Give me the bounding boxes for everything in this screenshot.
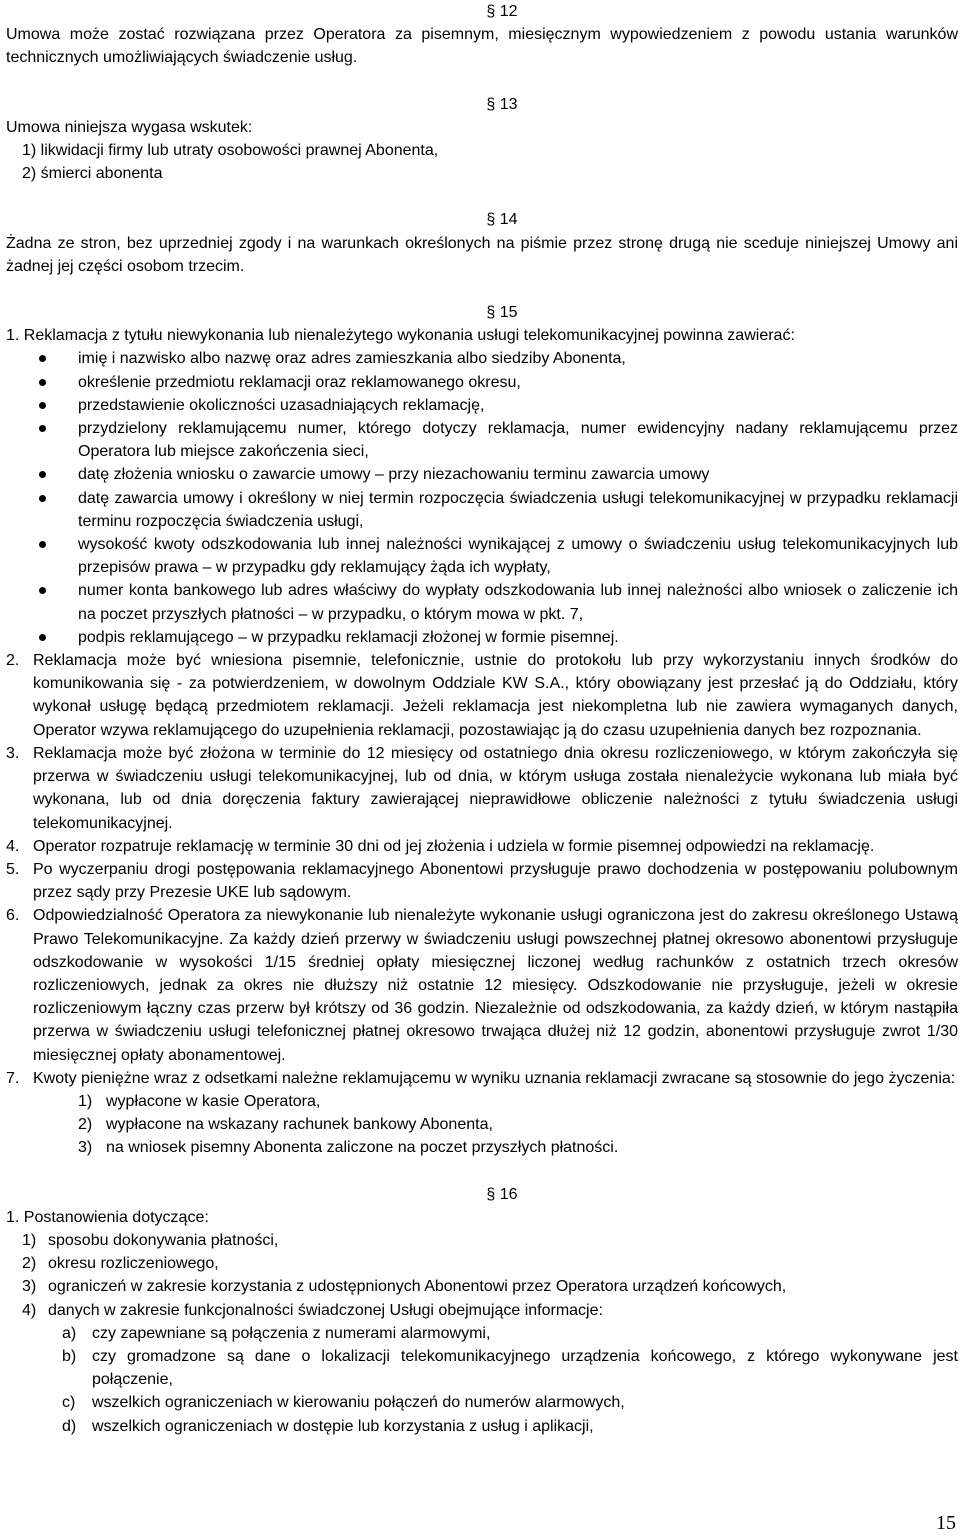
numbered-item-number: 5. bbox=[6, 860, 20, 878]
letter-item-number: a) bbox=[62, 1324, 77, 1342]
bullet-item-text: przydzielony reklamującemu numer, którego dotyczy reklamacja, numer ewidencyjny nadany reklamującemu przez Operatora lub miejsce zakończenia sieci, bbox=[78, 420, 958, 461]
section-16-item-text: sposobu dokonywania płatności, bbox=[48, 1231, 279, 1249]
bullet-item-text: przedstawienie okoliczności uzasadniających reklamację, bbox=[78, 396, 485, 414]
section-16-item-number: 3) bbox=[22, 1278, 37, 1296]
bullet-item bbox=[6, 417, 958, 463]
numbered-item bbox=[6, 858, 958, 904]
section-heading-12: § 12 bbox=[486, 3, 518, 20]
point-7-item-text: wypłacone w kasie Operatora, bbox=[106, 1092, 321, 1110]
section-16-letter-list bbox=[6, 1322, 958, 1438]
bullet-item bbox=[6, 394, 958, 417]
numbered-item-number: 7. bbox=[6, 1069, 20, 1087]
section-16-sublist bbox=[6, 1229, 958, 1322]
letter-item bbox=[6, 1345, 958, 1391]
bullet-icon bbox=[6, 347, 78, 370]
numbered-item-text: Kwoty pieniężne wraz z odsetkami należne reklamującemu w wyniku uznania reklamacji zwracane są stosownie do jego życzenia: bbox=[33, 1069, 956, 1087]
point-7-item bbox=[6, 1090, 958, 1113]
bullet-icon bbox=[6, 417, 78, 463]
section-16-item bbox=[6, 1299, 958, 1322]
letter-item bbox=[6, 1415, 958, 1438]
point-7-item bbox=[6, 1113, 958, 1136]
section-16-point-1: 1. Postanowienia dotyczące: bbox=[6, 1208, 209, 1226]
numbered-item bbox=[6, 1067, 958, 1090]
numbered-item-text: Reklamacja może być złożona w terminie do 12 miesięcy od ostatniego dnia okresu rozliczeniowego, w którym zakończyła się przerwa w świadczeniu usługi telekomunikacyjnej, lub od dnia, w którym usługa została nienależycie wykonana lub miała być wykonana, lub od dnia doręczenia faktury zawierającej nieprawidłowe obliczenie należności z tytułu świadczenia usługi telekomunikacyjnej. bbox=[33, 744, 958, 832]
bullet-item bbox=[6, 487, 958, 533]
numbered-item-text: Reklamacja może być wniesiona pisemnie, telefonicznie, ustnie do protokołu lub przy wykorzystaniu innych środków do komunikowania się - za potwierdzeniem, w dowolnym Oddziale KW S.A., który obowiązany jest przesłać ją do Oddziału, który wykonał usługę będącą przedmiotem reklamacji. Jeżeli reklamacja jest niekompletna lub nie zawiera wymaganych danych, Operator wzywa reklamującego do uzupełnienia reklamacji, pozostawiając ją do czasu uzupełnienia danych bez rozpoznania. bbox=[33, 652, 958, 739]
section-16-item-text: ograniczeń w zakresie korzystania z udostępnionych Abonentowi przez Operatora urządzeń końcowych, bbox=[48, 1278, 787, 1296]
bullet-item-text: imię i nazwisko albo nazwę oraz adres zamieszkania albo siedziby Abonenta, bbox=[78, 350, 626, 368]
bullet-icon bbox=[6, 487, 78, 533]
bullet-item-text: wysokość kwoty odszkodowania lub innej należności wynikającej z umowy o świadczeniu usług telekomunikacyjnych lub przepisów prawa – w przypadku gdy reklamujący żąda ich wypłaty, bbox=[78, 536, 958, 577]
section-heading-16: § 16 bbox=[486, 1185, 518, 1203]
letter-item bbox=[6, 1322, 958, 1345]
bullet-item bbox=[6, 463, 958, 486]
numbered-item bbox=[6, 904, 958, 1066]
section-13-item: 2) śmierci abonenta bbox=[22, 165, 163, 183]
section-16-item-number: 4) bbox=[22, 1301, 37, 1319]
page-number: 15 bbox=[936, 1511, 956, 1534]
letter-item bbox=[6, 1391, 958, 1414]
bullet-icon bbox=[6, 533, 78, 579]
bullet-icon bbox=[6, 394, 78, 417]
point-7-item-number: 2) bbox=[78, 1116, 93, 1134]
letter-item-text: czy zapewniane są połączenia z numerami alarmowymi, bbox=[92, 1324, 491, 1342]
bullet-item bbox=[6, 533, 958, 579]
bullet-icon bbox=[6, 579, 78, 625]
bullet-item-text: numer konta bankowego lub adres właściwy do wypłaty odszkodowania lub innej należności albo wniosek o zaliczenie ich na poczet przyszłych płatności – w przypadku, o którym mowa w pkt. 7, bbox=[78, 582, 958, 623]
section-heading-14: § 14 bbox=[486, 211, 518, 229]
section-16-item bbox=[6, 1252, 958, 1275]
letter-item-number: d) bbox=[62, 1417, 77, 1435]
letter-item-text: wszelkich ograniczeniach w dostępie lub korzystania z usług i aplikacji, bbox=[92, 1417, 594, 1435]
numbered-item-text: Po wyczerpaniu drogi postępowania reklamacyjnego Abonentowi przysługuje prawo dochodzenia w postępowaniu polubownym przez sądy przy Prezesie UKE lub sądowym. bbox=[33, 860, 958, 902]
point-7-item bbox=[6, 1136, 958, 1159]
bullet-item-text: podpis reklamującego – w przypadku reklamacji złożonej w formie pisemnej. bbox=[78, 628, 619, 646]
numbered-item-number: 4. bbox=[6, 837, 20, 855]
section-16-item-text: okresu rozliczeniowego, bbox=[48, 1255, 219, 1273]
numbered-item-text: Odpowiedzialność Operatora za niewykonanie lub nienależyte wykonanie usługi ograniczona jest do zakresu określonego Ustawą Prawo Telekomunikacyjne. Za każdy dzień przerwy w świadczeniu usługi powszechnej płatnej okresowo abonentowi przysługuje odszkodowanie w wysokości 1/15 średniej opłaty miesięcznej liczonej według rachunków z ostatnich trzech okresów rozliczeniowych, jednak za okres nie dłuższy niż ostatnie 12 miesięcy. Odszkodowanie nie przysługuje, jeżeli w okresie rozliczeniowym łączny czas przerw był krótszy od 36 godzin. Niezależnie od odszkodowania, za każdy dzień, w którym nastąpiła przerwa w świadczeniu usługi telefonicznej płatnej okresowo trwająca dłużej niż 12 godzin, abonentowi przysługuje zwrot 1/30 miesięcznej opłaty abonamentowej. bbox=[33, 907, 958, 1064]
numbered-item-number: 3. bbox=[6, 744, 20, 762]
numbered-item bbox=[6, 742, 958, 835]
point-7-item-text: na wniosek pisemny Abonenta zaliczone na poczet przyszłych płatności. bbox=[106, 1139, 619, 1157]
letter-item-number: c) bbox=[62, 1394, 76, 1412]
numbered-item-text: Operator rozpatruje reklamację w terminie 30 dni od jej złożenia i udziela w formie pisemnej odpowiedzi na reklamację. bbox=[33, 837, 875, 855]
bullet-item bbox=[6, 371, 958, 394]
section-16-item-number: 1) bbox=[22, 1231, 37, 1249]
letter-item-text: czy gromadzone są dane o lokalizacji telekomunikacyjnego urządzenia końcowego, z którego wykonywane jest połączenie, bbox=[92, 1347, 958, 1389]
bullet-icon bbox=[6, 463, 78, 486]
bullet-item-text: datę zawarcia umowy i określony w niej termin rozpoczęcia świadczenia usługi telekomunikacyjnej w przypadku reklamacji terminu rozpoczęcia świadczenia usługi, bbox=[78, 489, 958, 530]
bullet-item bbox=[6, 579, 958, 625]
bullet-icon bbox=[6, 371, 78, 394]
section-16-item bbox=[6, 1275, 958, 1298]
bullet-icon bbox=[6, 626, 78, 649]
section-15-point-1: 1. Reklamacja z tytułu niewykonania lub nienależytego wykonania usługi telekomunikacyjnej powinna zawierać: bbox=[6, 327, 795, 345]
point-7-item-text: wypłacone na wskazany rachunek bankowy Abonenta, bbox=[106, 1116, 493, 1134]
section-14-text: Żadna ze stron, bez uprzedniej zgody i na warunkach określonych na piśmie przez stronę drugą nie sceduje niniejszej Umowy ani żadnej jej części osobom trzecim. bbox=[6, 234, 958, 275]
document-page bbox=[6, 0, 958, 1438]
numbered-item bbox=[6, 649, 958, 742]
point-7-sublist bbox=[6, 1090, 958, 1160]
section-16-item-text: danych w zakresie funkcjonalności świadczonej Usługi obejmujące informacje: bbox=[48, 1301, 603, 1319]
numbered-item bbox=[6, 835, 958, 858]
section-heading-13: § 13 bbox=[486, 95, 518, 113]
bullet-item-text: określenie przedmiotu reklamacji oraz reklamowanego okresu, bbox=[78, 373, 521, 391]
section-16-item bbox=[6, 1229, 958, 1252]
numbered-list bbox=[6, 649, 958, 1090]
numbered-item-number: 6. bbox=[6, 907, 20, 925]
section-heading-15: § 15 bbox=[486, 304, 518, 322]
letter-item-number: b) bbox=[62, 1347, 77, 1365]
letter-item-text: wszelkich ograniczeniach w kierowaniu połączeń do numerów alarmowych, bbox=[92, 1394, 625, 1412]
section-13-item: 1) likwidacji firmy lub utraty osobowości prawnej Abonenta, bbox=[22, 142, 439, 160]
section-13-intro: Umowa niniejsza wygasa wskutek: bbox=[6, 118, 253, 136]
point-7-item-number: 3) bbox=[78, 1139, 93, 1157]
bullet-list bbox=[6, 347, 958, 649]
numbered-item-number: 2. bbox=[6, 652, 20, 670]
bullet-item bbox=[6, 626, 958, 649]
section-16-item-number: 2) bbox=[22, 1255, 37, 1273]
point-7-item-number: 1) bbox=[78, 1092, 93, 1110]
bullet-item-text: datę złożenia wniosku o zawarcie umowy – przy niezachowaniu terminu zawarcia umowy bbox=[78, 466, 710, 484]
bullet-item bbox=[6, 347, 958, 370]
section-12-text: Umowa może zostać rozwiązana przez Operatora za pisemnym, miesięcznym wypowiedzeniem z powodu ustania warunków technicznych umożliwiających świadczenie usług. bbox=[6, 26, 958, 67]
